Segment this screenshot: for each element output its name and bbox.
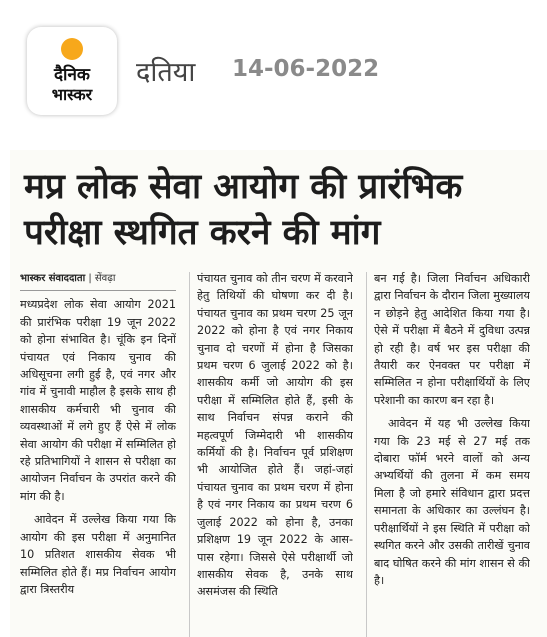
article-paragraph: मध्यप्रदेश लोक सेवा आयोग 2021 की प्रारंभिक परीक्षा 19 जून 2022 को होना संभावित है। चूंकि इन दिनों पंचायत एवं निकाय चुनाव की अधिसूचना लगी हुई है, एवं नगर और गांव में चुनावी माहौल है इसके साथ ही शासकीय कर्मचारी भी चुनाव की व्यवस्थाओं में लगे हुए हैं ऐसे में लोक सेवा आयोग की परीक्षा में सम्मिलित हो रहे प्रतिभागियों ने शासन से परीक्षा का आयोजन निर्वाचन के उपरांत करने की मांग की है।	[20, 298, 176, 503]
newspaper-header	[0, 0, 547, 140]
sun-icon	[61, 38, 83, 60]
article-paragraph: पंचायत चुनाव को तीन चरण में करवाने हेतु तिथियों की घोषणा कर दी है। पंचायत चुनाव का प्रथम चरण 25 जून 2022 को होना है एवं नगर निकाय चुनाव दो चरणों में होना है जिसका प्रथम चरण 6 जुलाई 2022 को है। शासकीय कर्मी जो आयोग की इस परीक्षा में सम्मिलित होते हैं, इसी के साथ निर्वाचन संपन्न कराने की महत्वपूर्ण जिम्मेदारी भी शासकीय कर्मियों की है। निर्वाचन पूर्व प्रशिक्षण भी आयोजित होते हैं। जहां-जहां पंचायत चुनाव का प्रथम चरण में होना है एवं नगर निकाय का प्रथम चरण 6 जुलाई 2022 को होना है, उनका प्रशिक्षण 19 जून 2022 के आस-पास रहेगा। जिससे ऐसे परीक्षार्थी जो शासकीय सेवक है, उनके साथ असमंजस की स्थिति	[197, 272, 353, 599]
byline: भास्कर संवाददाता | सेंवढ़ा	[20, 270, 176, 291]
logo-text-dainik: दैनिक	[54, 65, 90, 85]
news-clipping	[10, 150, 547, 637]
edition-city: दतिया	[136, 57, 196, 88]
article-column-1	[20, 270, 176, 637]
edition-date: 14-06-2022	[232, 56, 380, 82]
column-divider	[189, 272, 190, 637]
article-column-3	[374, 270, 530, 637]
byline-place: सेंवढ़ा	[94, 273, 116, 284]
article-paragraph: बन गई है। जिला निर्वाचन अधिकारी द्वारा निर्वाचन के दौरान जिला मुख्यालय न छोड़ने हेतु आदेशित किया गया है। ऐसे में परीक्षा में बैठने में दुविधा उत्पन्न हो रही है। वर्ष भर इस परीक्षा की तैयारी कर ऐनवक्त पर परीक्षा में सम्मिलित न होना परीक्षार्थियों के लिए परेशानी का कारण बन रहा है।	[374, 272, 530, 407]
dainik-bhaskar-logo	[27, 27, 117, 115]
logo-text-bhaskar: भास्कर	[51, 85, 93, 104]
article-column-2	[197, 270, 353, 637]
byline-reporter: भास्कर संवाददाता	[20, 273, 86, 284]
column-divider	[366, 272, 367, 637]
article-headline: मप्र लोक सेवा आयोग की प्रारंभिक परीक्षा स्थगित करने की मांग	[24, 167, 463, 253]
article-paragraph: आवेदन में उल्लेख किया गया कि आयोग की इस परीक्षा में अनुमानित 10 प्रतिशत शासकीय सेवक भी सम्मिलित होते हैं। मप्र निर्वाचन आयोग द्वारा त्रिस्तरीय	[20, 513, 176, 596]
article-paragraph: आवेदन में यह भी उल्लेख किया गया कि 23 मई से 27 मई तक दोबारा फॉर्म भरने वालों को अन्य अभ्यर्थियों की तुलना में कम समय मिला है जो हमारे संविधान द्वारा प्रदत्त समानता के अधिकार का उल्लंघन है। परीक्षार्थियों ने इस स्थिति में परीक्षा को स्थगित करने और उसकी तारीखें चुनाव बाद घोषित करने की मांग शासन से की है।	[374, 417, 530, 587]
